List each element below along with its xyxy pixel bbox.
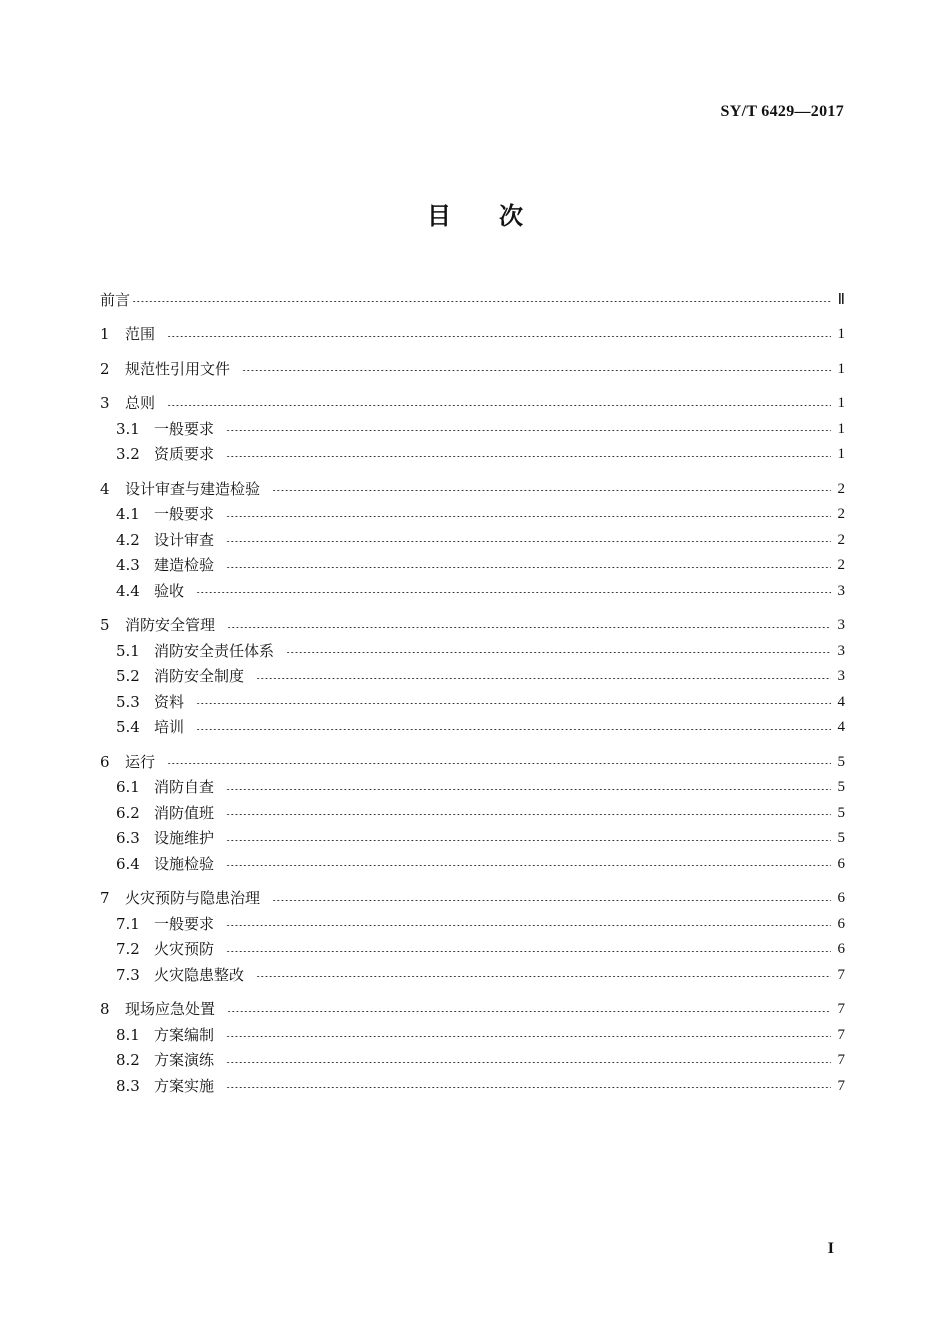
dot-leader	[167, 405, 831, 406]
toc-section-entry[interactable]	[100, 800, 845, 826]
toc-chapter-entry[interactable]	[100, 287, 845, 313]
toc-entry-page: Ⅱ	[837, 291, 845, 308]
dot-leader	[196, 592, 831, 593]
toc-entry-page: 2	[837, 506, 845, 523]
toc-entry-page: 3	[837, 582, 845, 599]
toc-entry-number: 4.1	[116, 505, 140, 524]
toc-entry-label: 消防安全制度	[154, 667, 245, 686]
toc-entry-number: 2	[100, 359, 110, 378]
toc-section-entry[interactable]	[100, 416, 845, 442]
toc-chapter-entry[interactable]	[100, 886, 845, 912]
dot-leader	[226, 789, 831, 790]
page-number: I	[827, 1240, 834, 1257]
toc-entry-label: 前言	[100, 290, 131, 309]
toc-section-entry[interactable]	[100, 578, 845, 604]
toc-chapter-entry[interactable]	[100, 476, 845, 502]
toc-section-entry[interactable]	[100, 553, 845, 579]
toc-entry-number: 5.4	[116, 718, 140, 737]
toc-entry-page: 7	[837, 1052, 845, 1069]
toc-entry-number: 7.3	[116, 965, 140, 984]
toc-entry-page: 5	[837, 753, 845, 770]
toc-entry-label: 一般要求	[154, 419, 215, 438]
dot-leader	[226, 865, 831, 866]
dot-leader	[226, 814, 831, 815]
toc-entry-label: 运行	[125, 752, 156, 771]
toc-entry-number: 7.2	[116, 940, 140, 959]
dot-leader	[272, 900, 831, 901]
toc-entry-label: 总则	[125, 394, 156, 413]
table-of-contents	[100, 287, 845, 1099]
dot-leader	[226, 567, 831, 568]
toc-entry-number: 6.1	[116, 778, 140, 797]
toc-entry-page: 4	[837, 693, 845, 710]
toc-entry-label: 资料	[154, 692, 185, 711]
dot-leader	[226, 1062, 831, 1063]
dot-leader	[167, 763, 831, 764]
dot-leader	[196, 703, 831, 704]
dot-leader	[227, 627, 831, 628]
toc-entry-page: 2	[837, 557, 845, 574]
page-title: 目次	[427, 202, 571, 230]
toc-entry-page: 1	[837, 395, 845, 412]
toc-entry-page: 2	[837, 531, 845, 548]
toc-entry-page: 1	[837, 326, 845, 343]
toc-entry-number: 4.3	[116, 556, 140, 575]
toc-entry-number: 8.3	[116, 1076, 140, 1095]
toc-entry-page: 1	[837, 446, 845, 463]
toc-entry-number: 3.2	[116, 445, 140, 464]
toc-entry-label: 消防自查	[154, 778, 215, 797]
dot-leader	[132, 301, 831, 302]
toc-entry-page: 3	[837, 668, 845, 685]
toc-entry-number: 6.2	[116, 803, 140, 822]
toc-entry-label: 设计审查	[154, 530, 215, 549]
toc-section-entry[interactable]	[100, 775, 845, 801]
toc-entry-page: 7	[837, 1026, 845, 1043]
toc-section-entry[interactable]	[100, 1022, 845, 1048]
dot-leader	[226, 456, 831, 457]
toc-section-entry[interactable]	[100, 638, 845, 664]
dot-leader	[167, 336, 831, 337]
dot-leader	[227, 1011, 831, 1012]
toc-section-entry[interactable]	[100, 715, 845, 741]
toc-entry-number: 4.4	[116, 581, 140, 600]
dot-leader	[226, 925, 831, 926]
toc-entry-label: 一般要求	[154, 914, 215, 933]
dot-leader	[272, 490, 831, 491]
toc-entry-page: 6	[837, 855, 845, 872]
toc-entry-number: 4.2	[116, 530, 140, 549]
dot-leader	[256, 976, 831, 977]
toc-section-entry[interactable]	[100, 689, 845, 715]
toc-entry-page: 6	[837, 915, 845, 932]
toc-entry-number: 6	[100, 752, 110, 771]
toc-section-entry[interactable]	[100, 1048, 845, 1074]
toc-entry-label: 方案实施	[154, 1076, 215, 1095]
toc-entry-label: 范围	[125, 325, 156, 344]
toc-entry-number: 5	[100, 616, 110, 635]
toc-entry-number: 4	[100, 479, 110, 498]
toc-entry-number: 5.2	[116, 667, 140, 686]
dot-leader	[286, 652, 831, 653]
toc-entry-number: 6.3	[116, 829, 140, 848]
toc-entry-page: 7	[837, 1077, 845, 1094]
toc-entry-label: 建造检验	[154, 556, 215, 575]
toc-entry-label: 培训	[154, 718, 185, 737]
toc-entry-page: 4	[837, 719, 845, 736]
toc-entry-label: 火灾预防与隐患治理	[125, 889, 261, 908]
toc-entry-label: 方案演练	[154, 1051, 215, 1070]
dot-leader	[226, 430, 831, 431]
dot-leader	[226, 541, 831, 542]
toc-section-entry[interactable]	[100, 826, 845, 852]
toc-section-entry[interactable]	[100, 527, 845, 553]
toc-entry-number: 8	[100, 1000, 110, 1019]
toc-entry-page: 3	[837, 642, 845, 659]
toc-entry-label: 规范性引用文件	[125, 359, 231, 378]
toc-entry-number: 5.3	[116, 692, 140, 711]
dot-leader	[226, 840, 831, 841]
toc-entry-label: 消防安全责任体系	[154, 641, 275, 660]
toc-entry-number: 6.4	[116, 854, 140, 873]
toc-entry-page: 6	[837, 941, 845, 958]
toc-entry-number: 1	[100, 325, 110, 344]
toc-entry-label: 验收	[154, 581, 185, 600]
dot-leader	[242, 370, 831, 371]
toc-chapter-entry[interactable]	[100, 749, 845, 775]
toc-entry-page: 6	[837, 890, 845, 907]
toc-entry-page: 3	[837, 617, 845, 634]
toc-entry-number: 3.1	[116, 419, 140, 438]
toc-section-entry[interactable]	[100, 1073, 845, 1099]
dot-leader	[256, 678, 831, 679]
toc-entry-number: 7.1	[116, 914, 140, 933]
toc-section-entry[interactable]	[100, 937, 845, 963]
toc-entry-number: 3	[100, 394, 110, 413]
toc-entry-page: 7	[837, 1001, 845, 1018]
toc-entry-number: 8.1	[116, 1025, 140, 1044]
toc-section-entry[interactable]	[100, 962, 845, 988]
toc-entry-number: 8.2	[116, 1051, 140, 1070]
toc-section-entry[interactable]	[100, 911, 845, 937]
toc-entry-label: 方案编制	[154, 1025, 215, 1044]
toc-entry-label: 资质要求	[154, 445, 215, 464]
dot-leader	[196, 729, 831, 730]
toc-entry-number: 5.1	[116, 641, 140, 660]
standard-number: SY/T 6429—2017	[720, 103, 844, 120]
toc-entry-page: 1	[837, 420, 845, 437]
toc-section-entry[interactable]	[100, 502, 845, 528]
toc-section-entry[interactable]	[100, 664, 845, 690]
toc-section-entry[interactable]	[100, 851, 845, 877]
toc-entry-page: 5	[837, 830, 845, 847]
toc-entry-label: 火灾预防	[154, 940, 215, 959]
toc-entry-page: 2	[837, 480, 845, 497]
toc-entry-label: 现场应急处置	[125, 1000, 216, 1019]
toc-entry-page: 1	[837, 360, 845, 377]
toc-chapter-entry[interactable]	[100, 322, 845, 348]
toc-entry-page: 5	[837, 779, 845, 796]
toc-entry-label: 消防安全管理	[125, 616, 216, 635]
toc-entry-page: 5	[837, 804, 845, 821]
toc-entry-label: 消防值班	[154, 803, 215, 822]
toc-entry-label: 设计审查与建造检验	[125, 479, 261, 498]
toc-entry-label: 设施检验	[154, 854, 215, 873]
toc-chapter-entry[interactable]	[100, 613, 845, 639]
toc-entry-page: 7	[837, 966, 845, 983]
toc-entry-label: 设施维护	[154, 829, 215, 848]
dot-leader	[226, 516, 831, 517]
toc-chapter-entry[interactable]	[100, 997, 845, 1023]
dot-leader	[226, 951, 831, 952]
toc-entry-label: 火灾隐患整改	[154, 965, 245, 984]
toc-entry-number: 7	[100, 889, 110, 908]
toc-entry-label: 一般要求	[154, 505, 215, 524]
toc-section-entry[interactable]	[100, 442, 845, 468]
toc-chapter-entry[interactable]	[100, 356, 845, 382]
toc-chapter-entry[interactable]	[100, 391, 845, 417]
dot-leader	[226, 1087, 831, 1088]
dot-leader	[226, 1036, 831, 1037]
